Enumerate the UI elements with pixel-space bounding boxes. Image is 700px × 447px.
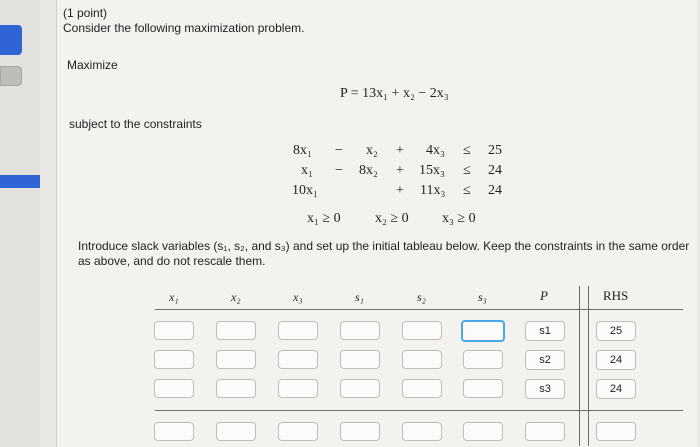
- cell-r1-p[interactable]: s1: [525, 321, 565, 341]
- c2-rel: ≤: [463, 163, 471, 178]
- tableau-top-line: [155, 309, 683, 310]
- cell-obj-s1[interactable]: [340, 422, 380, 441]
- cell-r1-x1[interactable]: [154, 321, 194, 340]
- cell-r2-rhs[interactable]: 24: [596, 350, 636, 370]
- sidebar-highlight: [0, 175, 40, 188]
- header-s2: s₂: [417, 290, 426, 304]
- objective-function: P = 13x₁ + x₂ − 2x₃: [340, 86, 449, 101]
- c2-term3: 15x₃: [419, 163, 445, 178]
- cell-obj-s2[interactable]: [402, 422, 442, 441]
- cell-r3-s3[interactable]: [463, 379, 503, 398]
- c1-term3: 4x₃: [426, 143, 445, 158]
- c1-rhs: 25: [488, 143, 502, 158]
- header-s1: s₁: [355, 290, 364, 304]
- sidebar-tab-active[interactable]: [0, 25, 22, 55]
- c1-rel: ≤: [463, 143, 471, 158]
- cell-r1-x2[interactable]: [216, 321, 256, 340]
- c3-op2: +: [396, 183, 404, 198]
- cell-r2-x3[interactable]: [278, 350, 318, 369]
- c1-op2: +: [396, 143, 404, 158]
- nonneg-x2: x₂ ≥ 0: [375, 211, 409, 226]
- header-x2: x₂: [231, 290, 241, 304]
- cell-r2-s3[interactable]: [463, 350, 503, 369]
- c2-op2: +: [396, 163, 404, 178]
- cell-obj-rhs[interactable]: [596, 422, 636, 441]
- problem-intro: Consider the following maximization problem.: [63, 21, 305, 35]
- header-x1: x₁: [169, 290, 179, 304]
- cell-r1-s3[interactable]: [461, 320, 505, 342]
- cell-obj-x1[interactable]: [154, 422, 194, 441]
- cell-obj-p[interactable]: [525, 422, 565, 441]
- c2-term2: 8x₂: [359, 163, 378, 178]
- cell-obj-x3[interactable]: [278, 422, 318, 441]
- cell-obj-x2[interactable]: [216, 422, 256, 441]
- maximize-label: Maximize: [67, 58, 118, 72]
- cell-r3-p[interactable]: s3: [525, 379, 565, 399]
- cell-r1-x3[interactable]: [278, 321, 318, 340]
- c3-rhs: 24: [488, 183, 502, 198]
- cell-obj-s3[interactable]: [463, 422, 503, 441]
- tableau-divider-rhs: [588, 286, 589, 446]
- cell-r3-s1[interactable]: [340, 379, 380, 398]
- cell-r3-s2[interactable]: [402, 379, 442, 398]
- cell-r2-x2[interactable]: [216, 350, 256, 369]
- c3-rel: ≤: [463, 183, 471, 198]
- cell-r3-x2[interactable]: [216, 379, 256, 398]
- cell-r2-p[interactable]: s2: [525, 350, 565, 370]
- c3-term1: 10x₁: [292, 183, 318, 198]
- cell-r1-s1[interactable]: [340, 321, 380, 340]
- header-x3: x₃: [293, 290, 303, 304]
- points-label: (1 point): [63, 6, 108, 20]
- instruction-text: Introduce slack variables (s₁, s₂, and s₃) and set up the initial tableau below. Keep the constraints in the same order as above, and do not rescale them.: [78, 239, 690, 268]
- constraints-label: subject to the constraints: [69, 117, 202, 131]
- c3-term3: 11x₃: [420, 183, 446, 198]
- cell-r2-x1[interactable]: [154, 350, 194, 369]
- c2-op1: −: [335, 163, 343, 178]
- cell-r3-rhs[interactable]: 24: [596, 379, 636, 399]
- cell-r3-x3[interactable]: [278, 379, 318, 398]
- cell-r1-s2[interactable]: [402, 321, 442, 340]
- c2-term1: x₁: [301, 163, 313, 178]
- header-p: P: [540, 288, 548, 303]
- tableau-separator-line: [155, 410, 683, 411]
- c2-rhs: 24: [488, 163, 502, 178]
- c1-term2: x₂: [366, 143, 378, 158]
- header-s3: s₃: [478, 290, 487, 304]
- c1-term1: 8x₁: [293, 143, 312, 158]
- cell-r2-s1[interactable]: [340, 350, 380, 369]
- problem-card: [56, 0, 697, 447]
- c1-op1: −: [335, 143, 343, 158]
- sidebar-tab[interactable]: [0, 66, 22, 86]
- cell-r1-rhs[interactable]: 25: [596, 321, 636, 341]
- cell-r3-x1[interactable]: [154, 379, 194, 398]
- nonneg-x1: x₁ ≥ 0: [307, 211, 341, 226]
- tableau-divider-p: [579, 286, 580, 446]
- cell-r2-s2[interactable]: [402, 350, 442, 369]
- header-rhs: RHS: [603, 288, 629, 303]
- nonneg-x3: x₃ ≥ 0: [442, 211, 476, 226]
